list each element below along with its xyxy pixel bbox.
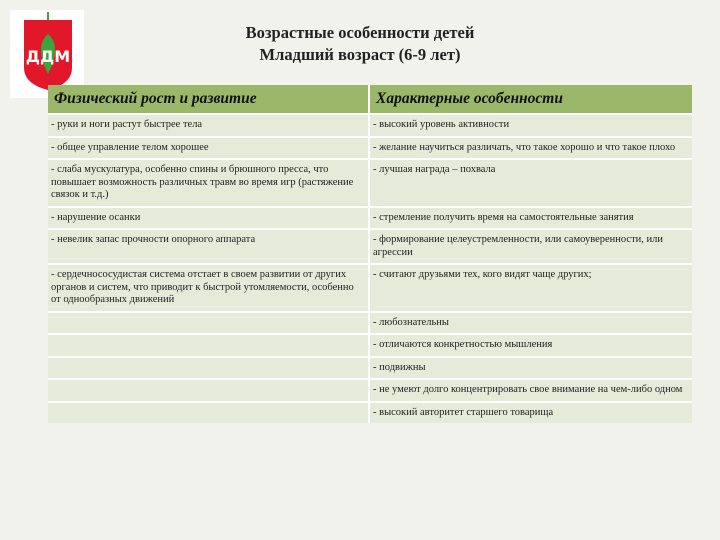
physical-cell-empty [48, 312, 369, 335]
page-title-block [160, 22, 560, 66]
characteristic-cell: - считают друзьями тех, кого видят чаще других; [369, 264, 692, 312]
column-header-characteristics: Характерные особенности [369, 85, 692, 114]
characteristic-cell: - любознательны [369, 312, 692, 335]
table-header-row [48, 85, 692, 114]
table-row [48, 402, 692, 424]
table-row [48, 137, 692, 160]
page-subtitle: Младший возраст (6-9 лет) [259, 45, 461, 64]
physical-cell: - нарушение осанки [48, 207, 369, 230]
table-row [48, 357, 692, 380]
table-row [48, 207, 692, 230]
characteristic-cell: - стремление получить время на самостоятельные занятия [369, 207, 692, 230]
characteristic-cell: - лучшая награда – похвала [369, 159, 692, 207]
table-row [48, 379, 692, 402]
physical-cell: - сердечнососудистая система отстает в своем развитии от других органов и систем, что приводит к быстрой утомляемости, особенно от однообразных движений [48, 264, 369, 312]
physical-cell-empty [48, 334, 369, 357]
table-row [48, 312, 692, 335]
physical-cell: - невелик запас прочности опорного аппарата [48, 229, 369, 264]
physical-cell-empty [48, 379, 369, 402]
physical-cell-empty [48, 402, 369, 424]
characteristic-cell: - высокий авторитет старшего товарища [369, 402, 692, 424]
physical-cell: - слаба мускулатура, особенно спины и брюшного пресса, что повышает возможность различных травм во время игр (растяжение связок и т.д.) [48, 159, 369, 207]
features-table [48, 85, 692, 423]
physical-cell: - общее управление телом хорошее [48, 137, 369, 160]
physical-cell-empty [48, 357, 369, 380]
table-row [48, 229, 692, 264]
characteristic-cell: - формирование целеустремленности, или самоуверенности, или агрессии [369, 229, 692, 264]
logo-text: ДДМ [25, 47, 71, 66]
characteristic-cell: - высокий уровень активности [369, 114, 692, 137]
physical-cell: - руки и ноги растут быстрее тела [48, 114, 369, 137]
page-title: Возрастные особенности детей [245, 23, 475, 42]
table-row [48, 114, 692, 137]
characteristic-cell: - подвижны [369, 357, 692, 380]
column-header-physical: Физический рост и развитие [48, 85, 369, 114]
table-row [48, 159, 692, 207]
table-row [48, 334, 692, 357]
characteristic-cell: - отличаются конкретностью мышления [369, 334, 692, 357]
characteristic-cell: - не умеют долго концентрировать свое внимание на чем-либо одном [369, 379, 692, 402]
table-row [48, 264, 692, 312]
characteristic-cell: - желание научиться различать, что такое хорошо и что такое плохо [369, 137, 692, 160]
